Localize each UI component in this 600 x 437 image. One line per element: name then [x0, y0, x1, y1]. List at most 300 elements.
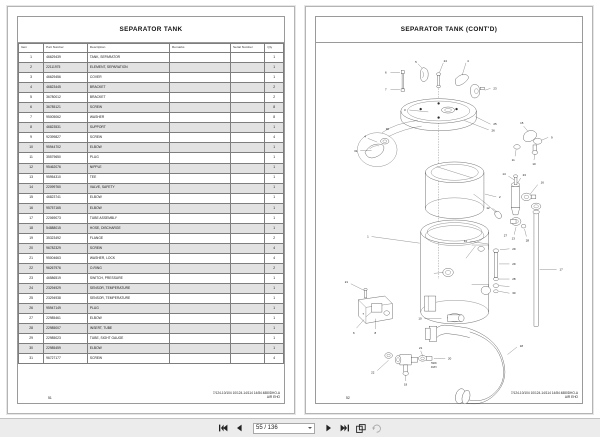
cell-item: 6	[19, 103, 44, 113]
tank-tag-line-2: ASSY	[430, 366, 437, 369]
callout-9: 9	[550, 135, 553, 140]
callout-21b: 21	[419, 345, 423, 350]
callout-17: 17	[559, 267, 563, 272]
table-row	[19, 263, 284, 273]
cell-serial-number	[230, 193, 264, 203]
last-page-icon	[340, 424, 349, 432]
cell-remarks	[170, 324, 231, 334]
cell-serial-number	[230, 83, 264, 93]
cell-qty: 1	[265, 73, 284, 83]
cell-remarks	[170, 233, 231, 243]
cell-serial-number	[230, 183, 264, 193]
cell-qty: 4	[265, 354, 284, 364]
cell-description: BRACKET	[87, 93, 169, 103]
cell-part-number: 23294938	[44, 294, 88, 304]
cell-serial-number	[230, 223, 264, 233]
table-row	[19, 223, 284, 233]
cell-serial-number	[230, 263, 264, 273]
callout-10b: 10	[418, 316, 422, 321]
callout-13: 13	[511, 236, 515, 241]
parts-table-container	[18, 43, 284, 381]
cell-qty: 1	[265, 163, 284, 173]
cell-remarks	[170, 173, 231, 183]
cell-description: TUBE ASSEMBLY	[87, 213, 169, 223]
first-page-icon	[219, 424, 228, 432]
callout-3: 3	[403, 107, 406, 112]
table-row	[19, 233, 284, 243]
cell-qty: 2	[265, 83, 284, 93]
callout-23: 23	[493, 86, 497, 91]
callout-20: 20	[448, 356, 452, 361]
tank-assy-tag	[431, 362, 438, 369]
table-row	[19, 73, 284, 83]
cell-part-number: 46823531	[44, 123, 88, 133]
cell-qty: 4	[265, 243, 284, 253]
cell-item: 25	[19, 294, 44, 304]
cell-remarks	[170, 243, 231, 253]
cell-part-number: 46629456	[44, 73, 88, 83]
cell-description: TUBE, SIGHT GAUGE	[87, 334, 169, 344]
parts-table-head	[19, 44, 284, 53]
cell-remarks	[170, 253, 231, 263]
table-row	[19, 203, 284, 213]
cell-remarks	[170, 354, 231, 364]
cell-description: FLANGE	[87, 233, 169, 243]
previous-page-button[interactable]	[234, 422, 245, 434]
footer-code-line-2: AIR EHO	[266, 395, 280, 400]
cell-description: TANK, SEPARATOR	[87, 53, 169, 63]
cell-part-number: 22099760	[44, 183, 88, 193]
cell-description: BRACKET	[87, 83, 169, 93]
column-header-remarks: Remarks	[170, 44, 231, 53]
cell-qty: 1	[265, 284, 284, 294]
cell-description: ELBOW	[87, 193, 169, 203]
cell-remarks	[170, 163, 231, 173]
cell-qty: 1	[265, 223, 284, 233]
cell-description: COVER	[87, 73, 169, 83]
cell-item: 26	[19, 304, 44, 314]
cell-part-number: 46823741	[44, 193, 88, 203]
cell-description: ELEMENT, SEPARATION	[87, 63, 169, 73]
callout-8: 8	[374, 330, 377, 335]
separator-element-part	[425, 162, 484, 219]
cell-part-number: 22985007	[44, 324, 88, 334]
cell-part-number: 35323492	[44, 233, 88, 243]
cell-part-number: 95004663	[44, 253, 88, 263]
table-row	[19, 103, 284, 113]
callout-11b: 11	[463, 239, 467, 244]
cell-item: 5	[19, 93, 44, 103]
table-row	[19, 83, 284, 93]
stacked-small-parts	[472, 245, 499, 293]
parts-table-body	[19, 53, 284, 364]
top-right-fittings	[514, 130, 542, 154]
cell-description: PLUG	[87, 153, 169, 163]
cell-qty: 4	[265, 253, 284, 263]
cell-serial-number	[230, 143, 264, 153]
page-number-right: 52	[346, 396, 350, 400]
cell-description: SCREW	[87, 243, 169, 253]
callout-11: 11	[511, 158, 515, 163]
table-row	[19, 193, 284, 203]
footer-codes	[213, 391, 280, 400]
cell-item: 7	[19, 113, 44, 123]
cell-part-number: 36780012	[44, 93, 88, 103]
callout-22: 22	[371, 370, 375, 375]
page-number: 51	[48, 396, 52, 400]
cell-item: 31	[19, 354, 44, 364]
cell-qty: 1	[265, 304, 284, 314]
cell-remarks	[170, 344, 231, 354]
next-page-icon	[325, 424, 332, 432]
footer-code-line-1: 7/124-10/104 10/124-14/114 14/84 4880DHO-A	[212, 390, 280, 395]
cell-qty: 1	[265, 153, 284, 163]
previous-page-icon	[236, 424, 243, 432]
cell-remarks	[170, 63, 231, 73]
cell-item: 15	[19, 193, 44, 203]
cell-remarks	[170, 334, 231, 344]
parts-table	[18, 43, 284, 364]
callout-28b: 28	[512, 276, 516, 281]
cell-serial-number	[230, 173, 264, 183]
cell-description: NIPPLE	[87, 163, 169, 173]
cell-qty: 1	[265, 63, 284, 73]
cell-item: 22	[19, 263, 44, 273]
callout-4: 4	[364, 134, 366, 139]
cell-item: 2	[19, 63, 44, 73]
cell-serial-number	[230, 354, 264, 364]
callout-18: 18	[519, 344, 524, 349]
separator-tank-part	[421, 220, 491, 324]
cell-serial-number	[230, 284, 264, 294]
table-row	[19, 344, 284, 354]
cell-qty: 8	[265, 103, 284, 113]
cell-part-number: 22985461	[44, 314, 88, 324]
cell-item: 24	[19, 284, 44, 294]
cell-qty: 2	[265, 93, 284, 103]
cell-part-number: 95944702	[44, 143, 88, 153]
cell-serial-number	[230, 304, 264, 314]
cell-serial-number	[230, 203, 264, 213]
cell-serial-number	[230, 133, 264, 143]
cell-description: WASHER	[87, 113, 169, 123]
cell-qty: 1	[265, 294, 284, 304]
page-left-frame	[17, 16, 285, 404]
callout-30b: 30	[512, 291, 516, 296]
cell-part-number: 95954310	[44, 173, 88, 183]
column-header-description: Description	[87, 44, 169, 53]
cell-remarks	[170, 223, 231, 233]
cell-remarks	[170, 53, 231, 63]
drain-valve-parts	[385, 353, 432, 376]
cell-part-number: 35579650	[44, 153, 88, 163]
page-title-contd: SEPARATOR TANK (CONT'D)	[400, 26, 498, 33]
cell-item: 11	[19, 153, 44, 163]
cell-qty: 1	[265, 123, 284, 133]
cell-remarks	[170, 263, 231, 273]
table-row	[19, 274, 284, 284]
callout-15: 15	[520, 121, 524, 126]
cell-remarks	[170, 183, 231, 193]
footer-codes-right	[511, 391, 578, 400]
cell-serial-number	[230, 274, 264, 284]
fit-page-button[interactable]	[355, 422, 366, 434]
cell-description: SCREW	[87, 354, 169, 364]
cell-part-number: 46823445	[44, 83, 88, 93]
cell-remarks	[170, 143, 231, 153]
last-page-button[interactable]	[339, 422, 350, 434]
cell-serial-number	[230, 233, 264, 243]
tank-tag-line-1: TANK	[430, 363, 437, 366]
cell-description: SENSOR, TEMPERATURE	[87, 294, 169, 304]
cell-item: 4	[19, 83, 44, 93]
table-row	[19, 304, 284, 314]
first-page-button[interactable]	[218, 422, 229, 434]
callout-28: 28	[525, 238, 529, 243]
table-row	[19, 113, 284, 123]
cell-part-number: 95757165	[44, 203, 88, 213]
cell-remarks	[170, 203, 231, 213]
cell-part-number: 23294929	[44, 284, 88, 294]
callout-7b: 7	[362, 311, 365, 316]
cell-serial-number	[230, 334, 264, 344]
table-row	[19, 284, 284, 294]
table-row	[19, 294, 284, 304]
page-right[interactable]	[305, 6, 593, 414]
cell-serial-number	[230, 93, 264, 103]
cell-part-number: 95947149	[44, 304, 88, 314]
table-row	[19, 153, 284, 163]
callout-16: 16	[540, 180, 544, 185]
cell-description: PLUG	[87, 304, 169, 314]
cell-serial-number	[230, 153, 264, 163]
cell-remarks	[170, 123, 231, 133]
column-header-serial-number: Serial Number	[230, 44, 264, 53]
cell-serial-number	[230, 344, 264, 354]
cell-remarks	[170, 193, 231, 203]
callout-21: 21	[344, 279, 348, 284]
cell-item: 19	[19, 233, 44, 243]
cell-part-number: 54888015	[44, 223, 88, 233]
cell-part-number: 36785121	[44, 103, 88, 113]
table-row	[19, 173, 284, 183]
cell-item: 28	[19, 324, 44, 334]
exploded-diagram-svg	[316, 43, 582, 387]
cell-part-number: 22111975	[44, 63, 88, 73]
cell-remarks	[170, 73, 231, 83]
callout-5: 5	[415, 59, 417, 64]
column-header-part-number: Part Number	[44, 44, 88, 53]
callout-10: 10	[532, 161, 536, 166]
cell-serial-number	[230, 123, 264, 133]
page-number-input[interactable]	[253, 423, 315, 434]
callout-25: 25	[493, 122, 497, 127]
cell-qty: 1	[265, 203, 284, 213]
callout-30: 30	[385, 126, 389, 131]
callout-6: 6	[385, 70, 387, 75]
cell-qty: 8	[265, 113, 284, 123]
cell-remarks	[170, 274, 231, 284]
table-row	[19, 123, 284, 133]
cell-qty: 1	[265, 344, 284, 354]
table-header-row	[19, 44, 284, 53]
cell-item: 21	[19, 253, 44, 263]
page-left[interactable]	[7, 6, 295, 414]
cell-part-number: 96782329	[44, 243, 88, 253]
page-right-frame	[315, 16, 583, 404]
cell-description: SCREW	[87, 133, 169, 143]
cell-item: 27	[19, 314, 44, 324]
cell-qty: 2	[265, 233, 284, 243]
cell-item: 9	[19, 133, 44, 143]
cell-part-number: 96267976	[44, 263, 88, 273]
cell-serial-number	[230, 113, 264, 123]
callout-26: 26	[491, 128, 495, 133]
upper-hardware-parts	[401, 68, 484, 98]
cell-remarks	[170, 133, 231, 143]
callout-19: 19	[403, 382, 408, 387]
cell-qty: 1	[265, 213, 284, 223]
table-row	[19, 213, 284, 223]
cell-serial-number	[230, 213, 264, 223]
cell-remarks	[170, 103, 231, 113]
cell-serial-number	[230, 53, 264, 63]
cell-description: ELBOW	[87, 344, 169, 354]
page-right-title-box	[316, 17, 582, 43]
table-row	[19, 133, 284, 143]
callout-7: 7	[385, 87, 387, 92]
cell-description: SENSOR, TEMPERATURE	[87, 284, 169, 294]
next-page-button[interactable]	[323, 422, 334, 434]
cell-serial-number	[230, 314, 264, 324]
support-bracket-part	[358, 288, 392, 323]
cell-item: 3	[19, 73, 44, 83]
cell-description: TEE	[87, 173, 169, 183]
table-row	[19, 63, 284, 73]
page-left-footer	[18, 381, 284, 403]
cell-serial-number	[230, 73, 264, 83]
cell-item: 29	[19, 334, 44, 344]
cell-item: 23	[19, 274, 44, 284]
fit-page-icon	[356, 424, 366, 433]
cell-item: 1	[19, 53, 44, 63]
callout-24: 24	[443, 58, 447, 63]
cell-description: INSERT, TUBE	[87, 324, 169, 334]
cell-remarks	[170, 304, 231, 314]
table-row	[19, 53, 284, 63]
cell-description: SCREW	[87, 103, 169, 113]
callout-23b: 23	[522, 173, 526, 178]
table-row	[19, 253, 284, 263]
cell-description: O-RING	[87, 263, 169, 273]
cell-item: 14	[19, 183, 44, 193]
cell-part-number: 95005062	[44, 113, 88, 123]
exploded-diagram	[316, 43, 582, 387]
callout-2: 2	[499, 194, 501, 199]
viewer-toolbar	[0, 418, 600, 437]
cell-qty: 1	[265, 314, 284, 324]
cell-remarks	[170, 294, 231, 304]
rotate-icon	[372, 424, 382, 433]
footer-code-line-2-right: AIR EHO	[564, 395, 578, 400]
cell-qty: 1	[265, 53, 284, 63]
toolbar-controls	[218, 422, 382, 434]
callout-1: 1	[367, 234, 369, 239]
cell-qty: 2	[265, 263, 284, 273]
callout-6b: 6	[352, 330, 355, 335]
cell-qty: 1	[265, 274, 284, 284]
cell-part-number: 95462076	[44, 163, 88, 173]
table-row	[19, 163, 284, 173]
cell-remarks	[170, 284, 231, 294]
cell-item: 10	[19, 143, 44, 153]
table-row	[19, 324, 284, 334]
cell-remarks	[170, 93, 231, 103]
cell-serial-number	[230, 103, 264, 113]
cell-serial-number	[230, 324, 264, 334]
cell-description: SUPPORT	[87, 123, 169, 133]
cell-qty: 4	[265, 133, 284, 143]
table-row	[19, 314, 284, 324]
cell-serial-number	[230, 163, 264, 173]
cell-item: 30	[19, 344, 44, 354]
cell-qty: 1	[265, 324, 284, 334]
cell-remarks	[170, 83, 231, 93]
cell-description: ELBOW	[87, 203, 169, 213]
cell-description: HOSE, DISCHARGE	[87, 223, 169, 233]
chevron-down-icon[interactable]	[308, 427, 312, 429]
cell-item: 17	[19, 213, 44, 223]
cell-remarks	[170, 113, 231, 123]
cell-description: SWITCH, PRESSURE	[87, 274, 169, 284]
callout-27: 27	[503, 233, 507, 238]
cell-qty: 1	[265, 193, 284, 203]
page-indicator-text: 55 / 136	[256, 425, 278, 431]
cell-serial-number	[230, 243, 264, 253]
column-header-qty: Qty	[265, 44, 284, 53]
cell-qty: 1	[265, 334, 284, 344]
table-row	[19, 183, 284, 193]
cell-description: ELBOW	[87, 143, 169, 153]
footer-code-line-1-right: 7/124-10/104 10/124-14/114 14/84 4880DHO-A	[510, 390, 578, 395]
cell-part-number: 46629439	[44, 53, 88, 63]
cell-item: 18	[19, 223, 44, 233]
cell-serial-number	[230, 253, 264, 263]
cell-remarks	[170, 153, 231, 163]
cell-serial-number	[230, 294, 264, 304]
rotate-button[interactable]	[371, 422, 382, 434]
table-row	[19, 93, 284, 103]
cell-qty: 1	[265, 183, 284, 193]
cell-part-number: 46586519	[44, 274, 88, 284]
cell-part-number: 92399827	[44, 133, 88, 143]
cell-item: 12	[19, 163, 44, 173]
cell-description: ELBOW	[87, 314, 169, 324]
cell-remarks	[170, 314, 231, 324]
cell-qty: 1	[265, 173, 284, 183]
cell-qty: 1	[265, 143, 284, 153]
table-row	[19, 243, 284, 253]
cell-item: 20	[19, 243, 44, 253]
cell-item: 13	[19, 173, 44, 183]
callout-4b: 4	[467, 58, 469, 63]
callout-14: 14	[502, 172, 506, 177]
column-header-item: Item	[19, 44, 44, 53]
cell-part-number: 22985459	[44, 344, 88, 354]
page-title: SEPARATOR TANK	[119, 26, 183, 33]
callout-31: 31	[354, 149, 358, 154]
callout-12: 12	[486, 206, 490, 211]
